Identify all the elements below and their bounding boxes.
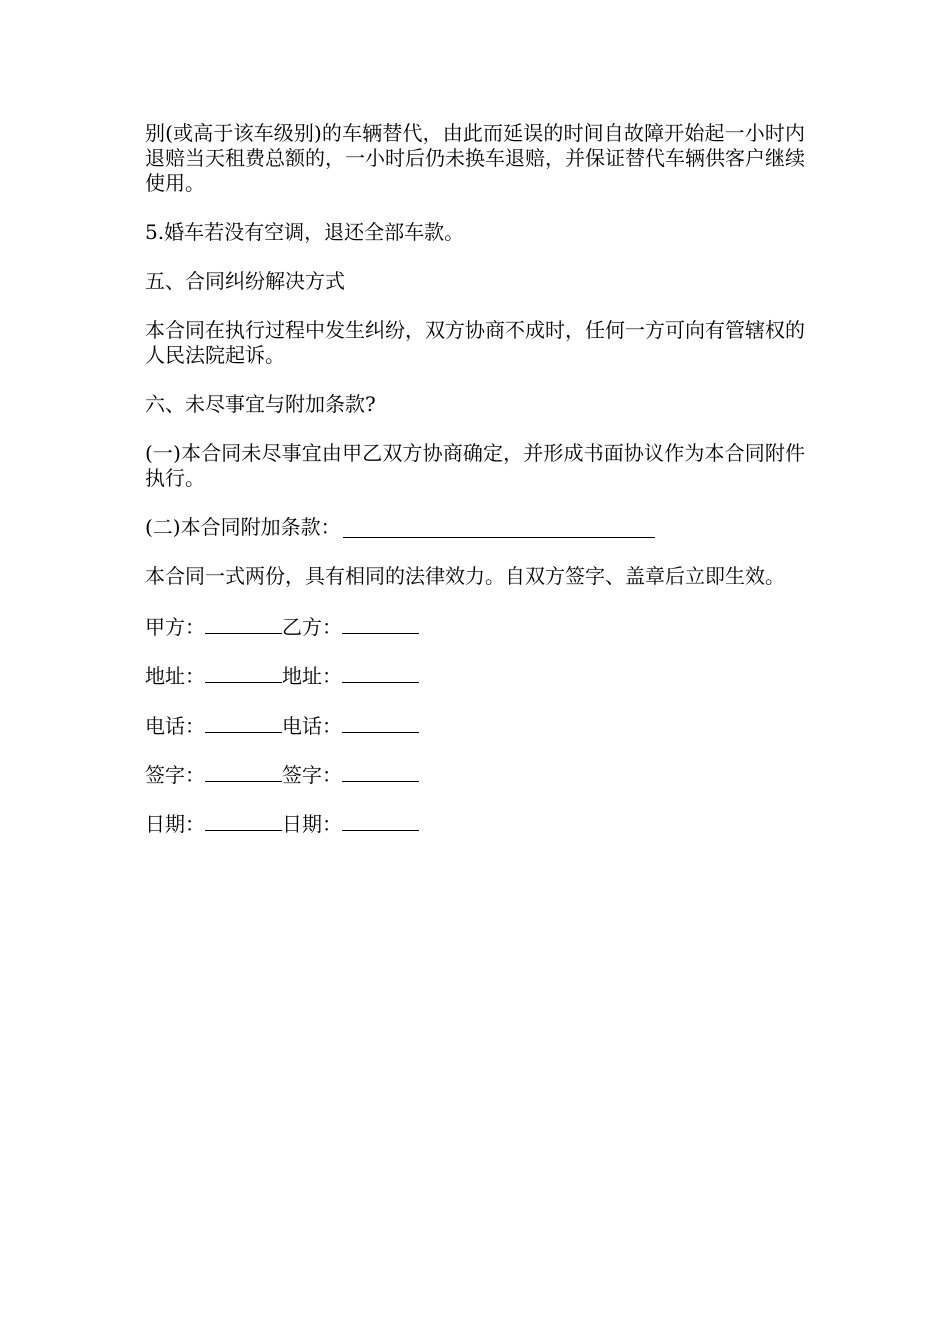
signature-row-phone — [145, 712, 805, 737]
signature-row-signature — [145, 761, 805, 786]
signature-row-address — [145, 662, 805, 687]
paragraph-vehicle-replacement: 别(或高于该车级别)的车辆替代，由此而延误的时间自故障开始起一小时内退赔当天租费总额的，一小时后仍未换车退赔，并保证替代车辆供客户继续使用。 — [145, 121, 805, 195]
party-a-address-label: 地址： — [145, 664, 205, 689]
party-a-signature-label: 签字： — [145, 762, 205, 787]
paragraph-dispute-resolution: 本合同在执行过程中发生纠纷，双方协商不成时，任何一方可向有管辖权的人民法院起诉。 — [145, 318, 805, 367]
party-a-signature-blank[interactable] — [205, 761, 282, 782]
paragraph-unresolved-matters: (一)本合同未尽事宜由甲乙双方协商确定，并形成书面协议作为本合同附件执行。 — [145, 441, 805, 490]
closing-paragraph: 本合同一式两份，具有相同的法律效力。自双方签字、盖章后立即生效。 — [145, 564, 785, 588]
party-b-address-blank[interactable] — [342, 662, 419, 683]
paragraph-air-conditioning-refund: 5.婚车若没有空调，退还全部车款。 — [145, 220, 465, 244]
additional-clause-line — [145, 515, 805, 540]
party-a-label: 甲方： — [145, 615, 205, 639]
signature-row-party — [145, 613, 805, 638]
additional-clause-label: (二)本合同附加条款： — [145, 515, 341, 539]
party-b-date-label: 日期： — [282, 812, 342, 837]
party-a-blank[interactable] — [205, 613, 282, 634]
party-b-address-label: 地址： — [282, 664, 342, 689]
party-b-signature-blank[interactable] — [342, 761, 419, 782]
signature-row-date — [145, 810, 805, 835]
document-body — [145, 121, 805, 859]
party-a-phone-label: 电话： — [145, 713, 205, 738]
section-heading-dispute-resolution: 五、合同纠纷解决方式 — [145, 269, 345, 293]
signature-block — [145, 613, 805, 835]
additional-clause-blank[interactable] — [343, 517, 655, 538]
party-b-phone-label: 电话： — [282, 713, 342, 738]
party-b-date-blank[interactable] — [342, 810, 419, 831]
party-b-phone-blank[interactable] — [342, 712, 419, 733]
party-a-date-blank[interactable] — [205, 810, 282, 831]
party-a-address-blank[interactable] — [205, 662, 282, 683]
party-b-signature-label: 签字： — [282, 762, 342, 787]
section-heading-additional-terms: 六、未尽事宜与附加条款? — [145, 392, 376, 416]
party-a-date-label: 日期： — [145, 812, 205, 837]
party-a-phone-blank[interactable] — [205, 712, 282, 733]
party-b-label: 乙方： — [282, 615, 342, 639]
party-b-blank[interactable] — [342, 613, 419, 634]
